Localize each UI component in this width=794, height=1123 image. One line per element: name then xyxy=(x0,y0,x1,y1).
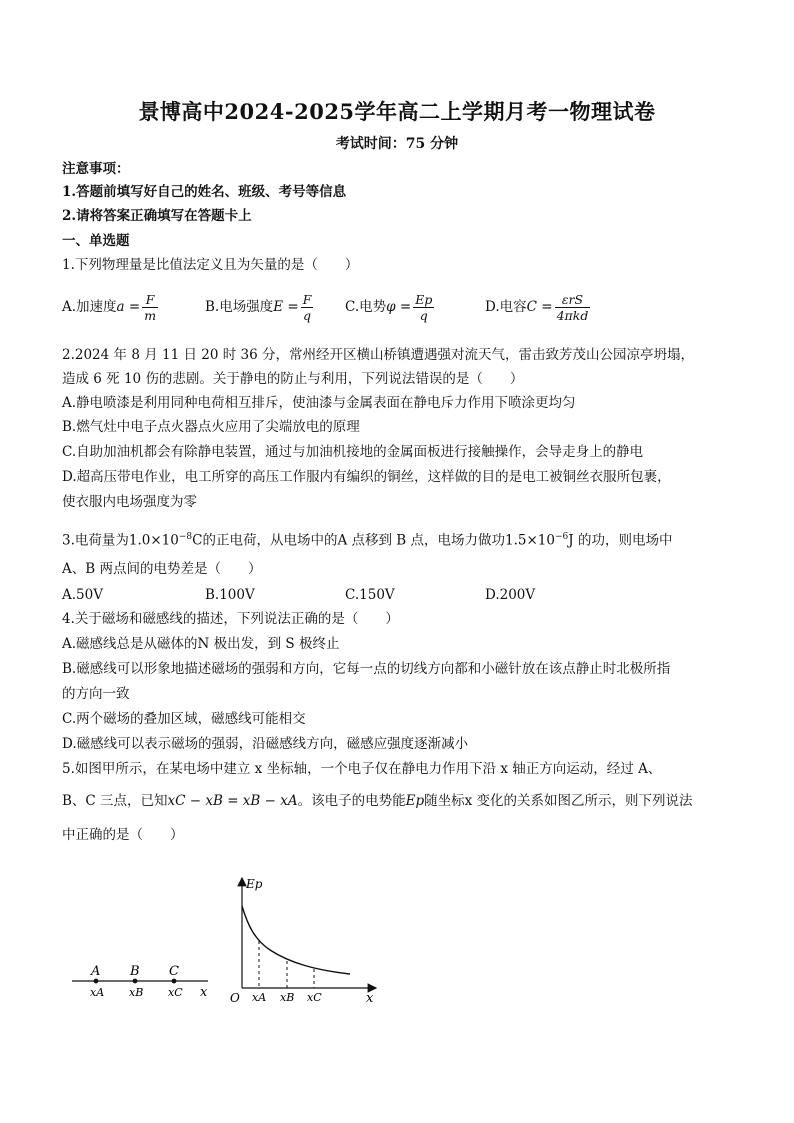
figure-right-axis-label: x xyxy=(366,991,374,1006)
q5-line-1: 5.如图甲所示，在某电场中建立 x 坐标轴，一个电子仅在静电力作用下沿 x 轴正方向运动，经过 A、 xyxy=(62,761,662,777)
exam-duration: 考试时间：75 分钟 xyxy=(335,136,459,152)
figure-right-graph xyxy=(230,877,376,1006)
q5-figure xyxy=(60,868,390,1008)
q5-line-3: 中正确的是（ ） xyxy=(62,827,184,843)
q1-option-d-den: 4πkd xyxy=(556,308,589,323)
figure-point-b xyxy=(133,979,138,984)
q3-stem xyxy=(62,528,672,550)
figure-label-c: C xyxy=(169,964,179,979)
q4-option-a: A.磁感线总是从磁体的N 极出发，到 S 极终止 xyxy=(62,636,340,652)
q1-option-b-fraction xyxy=(301,292,314,323)
q1-option-a-lhs: a = xyxy=(116,299,141,315)
q5-line-2b: 。该电子的电势能 xyxy=(297,793,406,809)
q5-ep-symbol: Ep xyxy=(405,793,425,809)
q1-option-a-den: m xyxy=(144,308,157,323)
q1-option-b-lhs: E = xyxy=(273,299,299,315)
q4-option-b-cont: 的方向一致 xyxy=(62,686,130,702)
q3-charge-exp: −8 xyxy=(178,532,193,542)
q4-option-c: C.两个磁场的叠加区域，磁感线可能相交 xyxy=(62,711,306,727)
q3-charge: 1.0×10 xyxy=(128,532,179,549)
notice-heading: 注意事项： xyxy=(62,161,130,177)
q1-option-c-den: q xyxy=(419,308,428,323)
notice-item-1: 1.答题前填写好自己的姓名、班级、考号等信息 xyxy=(62,184,347,200)
q1-option-d xyxy=(485,292,592,323)
figure-right-tick-xc: xC xyxy=(307,991,322,1004)
figure-right-origin: O xyxy=(230,991,240,1005)
q3-part1: 3.电荷量为 xyxy=(62,532,129,549)
q5-line-2 xyxy=(62,792,693,810)
q2-line-1: 2.2024 年 8 月 11 日 20 时 36 分，常州经开区横山桥镇遭遇强对流天气，雷击致芳茂山公园凉亭坍塌， xyxy=(62,347,694,363)
q1-option-b-num: F xyxy=(302,292,312,307)
q5-line-2a: B、C 三点，已知 xyxy=(62,793,168,809)
notice-item-2: 2.请将答案正确填写在答题卡上 xyxy=(62,208,252,224)
q2-option-a: A.静电喷漆是利用同种电荷相互排斥，使油漆与金属表面在静电斥力作用下喷涂更均匀 xyxy=(62,395,576,411)
q1-stem: 1.下列物理量是比值法定义且为矢量的是（ ） xyxy=(62,257,359,273)
q2-option-b: B.燃气灶中电子点火器点火应用了尖端放电的原理 xyxy=(62,419,360,435)
figure-right-tick-xb: xB xyxy=(280,991,295,1004)
q1-option-a-prefix: A.加速度 xyxy=(62,299,117,315)
q3-option-a: A.50V xyxy=(62,587,103,603)
figure-left-axis-label: x xyxy=(200,985,208,1000)
q1-option-b xyxy=(205,292,315,323)
figure-ep-curve xyxy=(242,906,350,974)
q3-option-b: B.100V xyxy=(205,587,255,603)
figure-left-tick-xa: xA xyxy=(90,986,105,999)
q1-option-c-fraction xyxy=(413,292,434,323)
exam-title: 景博高中2024-2025学年高二上学期月考一物理试卷 xyxy=(138,99,656,124)
q1-option-a-num: F xyxy=(142,292,158,308)
q1-option-d-fraction xyxy=(555,292,591,323)
figure-left-tick-xc: xC xyxy=(168,986,183,999)
q3-part2: C的正电荷，从电场中的A 点移到 B 点，电场力做功 xyxy=(192,532,506,549)
figure-label-a: A xyxy=(91,964,101,979)
q2-option-d: D.超高压带电作业，电工所穿的高压工作服内有编织的铜丝，这样做的目的是电工被铜丝衣服所包裹， xyxy=(62,469,671,485)
q4-option-b: B.磁感线可以形象地描述磁场的强弱和方向，它每一点的切线方向都和小磁针放在该点静止时北极所指 xyxy=(62,661,671,677)
q2-option-c: C.自助加油机都会有除静电装置，通过与加油机接地的金属面板进行接触操作，会导走身上的静电 xyxy=(62,444,644,460)
q1-option-d-prefix: D.电容 xyxy=(485,299,527,315)
figure-right-tick-xa: xA xyxy=(252,991,267,1004)
q3-option-c: C.150V xyxy=(345,587,395,603)
q1-option-b-prefix: B.电场强度 xyxy=(205,299,274,315)
q3-option-d: D.200V xyxy=(485,587,536,603)
q1-option-d-num: εrS xyxy=(555,292,591,308)
q5-equation: xC − xB = xB − xA xyxy=(167,793,298,809)
figure-point-c xyxy=(172,979,177,984)
q2-line-2: 造成 6 死 10 伤的悲剧。关于静电的防止与利用，下列说法错误的是（ ） xyxy=(62,371,524,387)
q4-option-d: D.磁感线可以表示磁场的强弱，沿磁感线方向，磁感应强度逐渐减小 xyxy=(62,736,469,752)
q3-work: 1.5×10 xyxy=(505,532,555,549)
figure-right-y-label: Ep xyxy=(246,877,263,891)
figure-label-b: B xyxy=(130,964,140,979)
q4-stem: 4.关于磁场和磁感线的描述，下列说法正确的是（ ） xyxy=(62,611,399,627)
figure-point-a xyxy=(94,979,99,984)
q3-part3: J 的功，则电场中 xyxy=(568,532,673,549)
q1-option-d-lhs: C = xyxy=(526,299,553,315)
q1-option-c xyxy=(345,292,436,323)
q1-option-b-den: q xyxy=(303,308,312,323)
section-heading: 一、单选题 xyxy=(62,233,130,249)
figure-left-tick-xb: xB xyxy=(129,986,144,999)
q3-line-2: A、B 两点间的电势差是（ ） xyxy=(62,561,262,577)
q1-option-a xyxy=(62,292,160,323)
q3-work-exp: −6 xyxy=(554,532,569,542)
q5-line-2c: 随坐标x 变化的关系如图乙所示，则下列说法 xyxy=(424,793,693,809)
q1-option-c-prefix: C.电势 xyxy=(345,299,387,315)
figure-left-axis-group xyxy=(72,964,208,1000)
q1-option-a-fraction xyxy=(142,292,158,323)
q1-option-c-num: Ep xyxy=(415,292,433,307)
q2-option-d-cont: 使衣服内电场强度为零 xyxy=(62,494,197,510)
q1-option-c-lhs: φ = xyxy=(386,299,412,315)
